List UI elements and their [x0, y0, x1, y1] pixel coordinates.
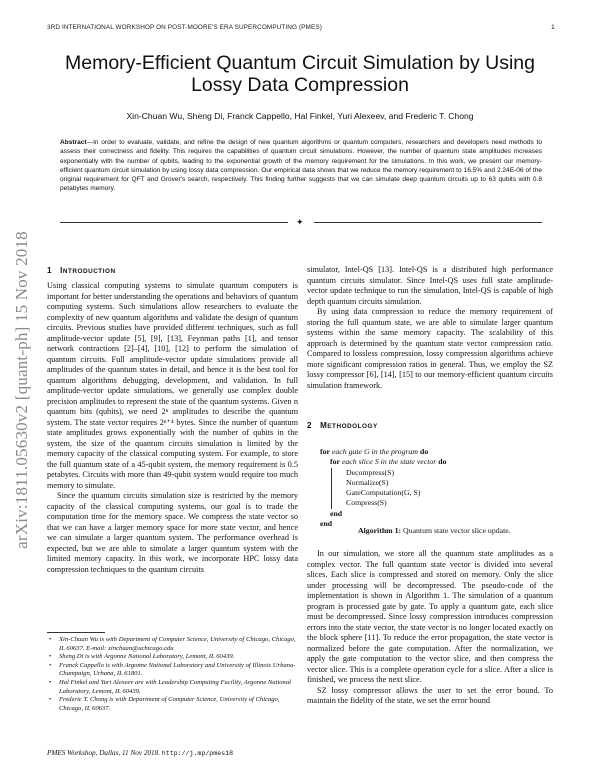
section-2-heading	[307, 421, 378, 430]
algorithm-caption-label: Algorithm 1:	[358, 526, 402, 535]
section-1-heading	[47, 266, 116, 275]
title-line-2: Lossy Data Compression	[191, 74, 409, 96]
page-footer	[47, 749, 233, 757]
title-line-1: Memory-Efficient Quantum Circuit Simulation by Using	[65, 52, 535, 74]
algo-inner-end: end	[330, 508, 343, 518]
intro-paragraph-2: Since the quantum circuits simulation size is restricted by the memory capacity of the classical computing systems, our goal is to trade the computation time for the memory space. We compress the state vector so that we can have a larger memory space for more state vector, and hence we can simulate a larger quantum system. The performance overhead is expected, but we are able to simulate a larger quantum system with the limited memory capacity. In this work, we incorporate HPC lossy data compression techniques to the quantum circuits	[47, 491, 298, 574]
algo-outer-end: end	[320, 519, 333, 529]
abstract-text: —In order to evaluate, validate, and refine the design of new quantum algorithms or quantum computers, researchers and developers need methods to assess their correctness and fidelity. This requires the capabilities of quantum circuit simulations. However, the number of quantum state amplitudes increases exponentially with the number of qubits, leading to the exponential growth of the memory requirement for the simulations. In this work, we present our memory-efficient quantum circuit simulation by using lossy data compression. Our empirical data shows that we reduce the memory requirement to 16.5% and 2.24E-06 of the original requirement for QFT and Grover's search, respectively. This finding further suggests that we can simulate deep quantum circuits up to 63 qubits with 0.8 petabytes memory.	[60, 139, 542, 193]
algorithm-caption-text: Quantum state vector slice update.	[403, 526, 511, 535]
footnote-item: • Xin-Chuan Wu is with Department of Computer Science, University of Chicago, Chicago, IL 60637. E-mail: xinchuan@uchicago.edu	[47, 636, 298, 653]
algorithm-1	[320, 447, 550, 529]
divider-diamond-icon: ✦	[296, 217, 304, 227]
algo-outer-loop: for each gate G in the program do	[320, 447, 429, 456]
footnote-item: • Hal Finkel and Yuri Alexeev are with Leadership Computing Facility, Argonne National Laboratory, Lemont, IL 60439.	[47, 679, 298, 696]
algo-step-gate-computation: GateComputation(G, S)	[346, 488, 421, 498]
algo-inner-body	[331, 468, 550, 509]
section-divider	[60, 217, 542, 227]
page-number: 1	[551, 24, 555, 31]
author-list: Xin-Chuan Wu, Sheng Di, Franck Cappello, Hal Finkel, Yuri Alexeev, and Frederic T. Chong	[126, 111, 474, 121]
section-2-number: 2	[307, 421, 312, 430]
footer-venue: PMES Workshop, Dallas, 11 Nov 2018.	[47, 749, 160, 757]
running-head: 3RD INTERNATIONAL WORKSHOP ON POST-MOORE'S ERA SUPERCOMPUTING (PMES)	[47, 24, 322, 31]
section-1-body	[47, 281, 298, 575]
section-1-initial: I	[60, 266, 63, 275]
arxiv-identifier: arXiv:1811.05630v2 [quant-ph] 15 Nov 2018	[12, 231, 31, 549]
divider-line-left	[60, 222, 288, 223]
algo-step-normalize: Normalize(S)	[346, 477, 389, 487]
arxiv-sidebar	[8, 190, 36, 590]
algo-step-decompress: Decompress(S)	[346, 467, 395, 477]
intro-continuation: simulator, Intel-QS [13]. Intel-QS is a distributed high performance quantum circuits simulator. Since Intel-QS uses full state amplitude-vector update technique to run the simulation, Intel-QS is capable of high depth quantum circuits simulation.	[307, 265, 553, 306]
divider-line-right	[314, 222, 542, 223]
intro-paragraph-3: By using data compression to reduce the memory requirement of storing the full quantum state, we are able to simulate larger quantum systems within the same memory capacity. The scalability of this approach is determined by the quantum state vector compression ratio. Compared to lossless compression, lossy compression algorithms achieve more significant compression ratios in general. Thus, we employ the SZ lossy compressor [6], [14], [15] to our memory-efficient quantum circuits simulation framework.	[307, 307, 553, 390]
algorithm-caption	[358, 526, 511, 536]
intro-paragraph-1: Using classical computing systems to simulate quantum computers is important for better understanding the operations and behaviors of quantum computing systems. Such simulations allow researchers to evaluate the complexity of new quantum algorithms and validate the design of quantum circuits. Previous studies have provided different techniques, such as full amplitude-vector update [5], [9], [13], Feynman paths [1], and tensor network contractions [2]–[4], [10], [12] to perform the simulation of quantum circuits. Full amplitude-vector update simulations provide all amplitudes of the quantum states in detail, and hence it is the best tool for quantum algorithms debugging, development, and validation. In full amplitude-vector update simulations, we generally use complex double precision amplitudes to represent the state of the quantum systems. Given n quantum bits (qubits), we need 2ⁿ amplitudes to describe the quantum system. The state vector requires 2ⁿ⁺⁴ bytes. Since the number of quantum state amplitudes grows exponentially with the number of qubits in the system, the size of the quantum circuits simulation is limited by the memory capacity of the classical computing system. For example, to store the full quantum state of a 45-qubit system, the memory requirement is 0.5 petabytes. Circuits with more than 49-qubit system would require too much memory to simulate.	[47, 281, 298, 490]
section-1-number: 1	[47, 266, 52, 275]
footnote-item: • Frederic T. Chong is with Department of Computer Science, University of Chicago, Chicago, IL 60637.	[47, 696, 298, 713]
footer-url[interactable]: http://j.mp/pmes18	[161, 750, 234, 757]
paper-title	[45, 52, 555, 96]
section-1-title-rest: NTRODUCTION	[62, 268, 116, 275]
footnote-rule	[47, 632, 105, 633]
author-footnotes	[47, 636, 298, 713]
footnote-item: • Sheng Di is with Argonne National Laboratory, Lemont, IL 60439.	[47, 653, 298, 662]
abstract	[60, 138, 542, 194]
section-2-body	[307, 549, 553, 707]
section-2-initial: M	[320, 421, 328, 430]
abstract-label: Abstract	[60, 139, 87, 146]
algo-inner-loop: for each slice S in the state vector do	[330, 457, 447, 467]
method-paragraph-1: In our simulation, we store all the quantum state amplitudes as a complex vector. The full quantum state vector is divided into several slices. Each slice is compressed and stored on memory. Only the slice under processing will be decompressed. The pseudo-code of the implementation is shown in Algorithm 1. The simulation of a quantum program is processed gate by gate. To apply a quantum gate, each slice must be decompressed. Since lossy compression introduces compression errors into the state vector, the state vector is no longer located exactly on the block sphere [11]. To reduce the error propagation, the state vector is normalized before the gate computation. After the normalization, we apply the gate computation to the vector slice, and then compress the vector slice. This is a complete operation cycle for a slice. After a slice is finished, we process the next slice.	[307, 549, 553, 684]
footnote-item: • Franck Cappello is with Argonne National Laboratory and University of Illinois Urbana-Champaign, Urbana, IL 61801.	[47, 662, 298, 679]
right-column-intro	[307, 265, 553, 391]
algo-step-compress: Compress(S)	[346, 498, 387, 508]
method-paragraph-2: SZ lossy compressor allows the user to set the error bound. To maintain the fidelity of the state, we set the error bound	[307, 685, 553, 705]
section-2-title-rest: ETHODOLOGY	[327, 423, 378, 430]
